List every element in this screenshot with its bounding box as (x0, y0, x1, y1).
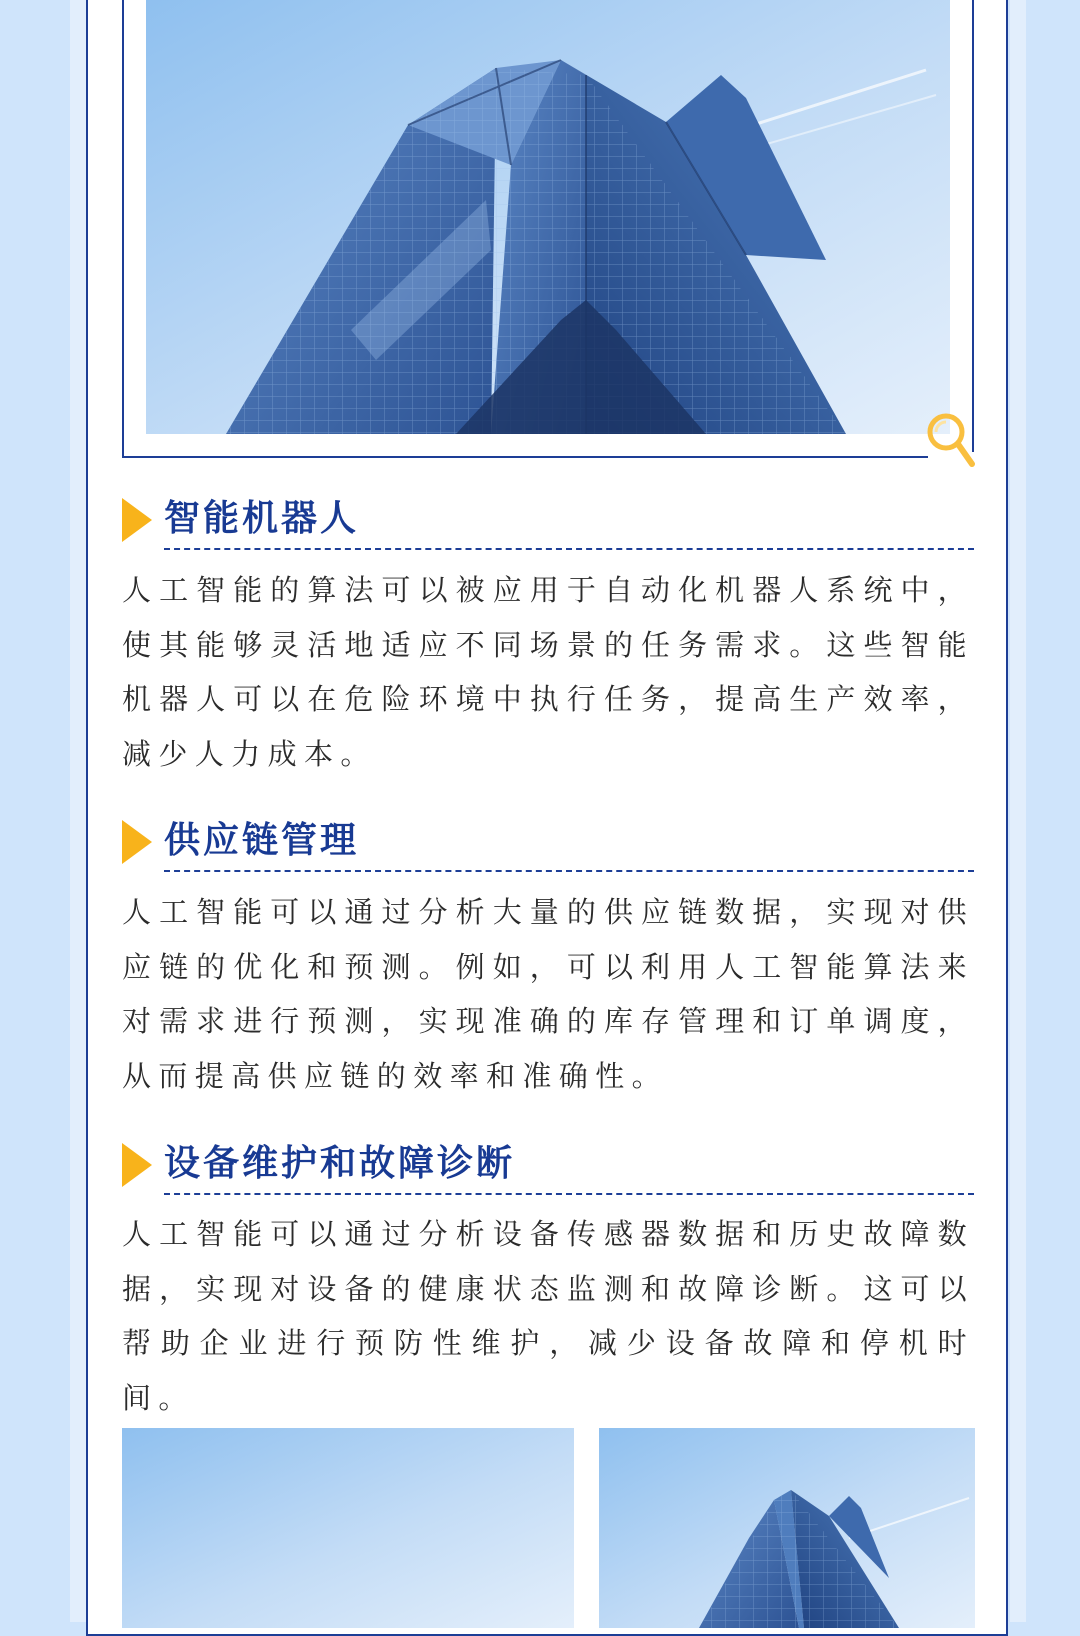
section-heading-robots (122, 490, 974, 550)
dashed-divider (164, 870, 974, 872)
bottom-sky-image (122, 1428, 574, 1628)
triangle-marker-icon (122, 498, 152, 542)
section-body-supply-chain: 人工智能可以通过分析大量的供应链数据，实现对供应链的优化和预测。例如，可以利用人工智能算法来对需求进行预测，实现准确的库存管理和订单调度，从而提高供应链的效率和准确性。 (122, 895, 974, 1093)
left-side-stripe (70, 0, 86, 1622)
section-title: 智能机器人 (164, 498, 360, 539)
section-heading-maintenance (122, 1135, 974, 1195)
triangle-marker-icon (122, 1143, 152, 1187)
magnifier-icon (926, 412, 978, 472)
section-title: 设备维护和故障诊断 (164, 1143, 516, 1184)
right-side-stripe (1010, 0, 1026, 1622)
section-body-robots: 人工智能的算法可以被应用于自动化机器人系统中，使其能够灵活地适应不同场景的任务需求。这些智能机器人可以在危险环境中执行任务，提高生产效率，减少人力成本。 (122, 573, 974, 771)
triangle-marker-icon (122, 820, 152, 864)
bottom-skyscraper-image (599, 1428, 975, 1628)
section-title: 供应链管理 (164, 820, 360, 861)
section-heading-supply-chain (122, 812, 974, 872)
dashed-divider (164, 1193, 974, 1195)
hero-skyscraper-image (146, 0, 950, 434)
section-body-maintenance: 人工智能可以通过分析设备传感器数据和历史故障数据，实现对设备的健康状态监测和故障诊断。这可以帮助企业进行预防性维护，减少设备故障和停机时间。 (122, 1217, 974, 1415)
dashed-divider (164, 548, 974, 550)
